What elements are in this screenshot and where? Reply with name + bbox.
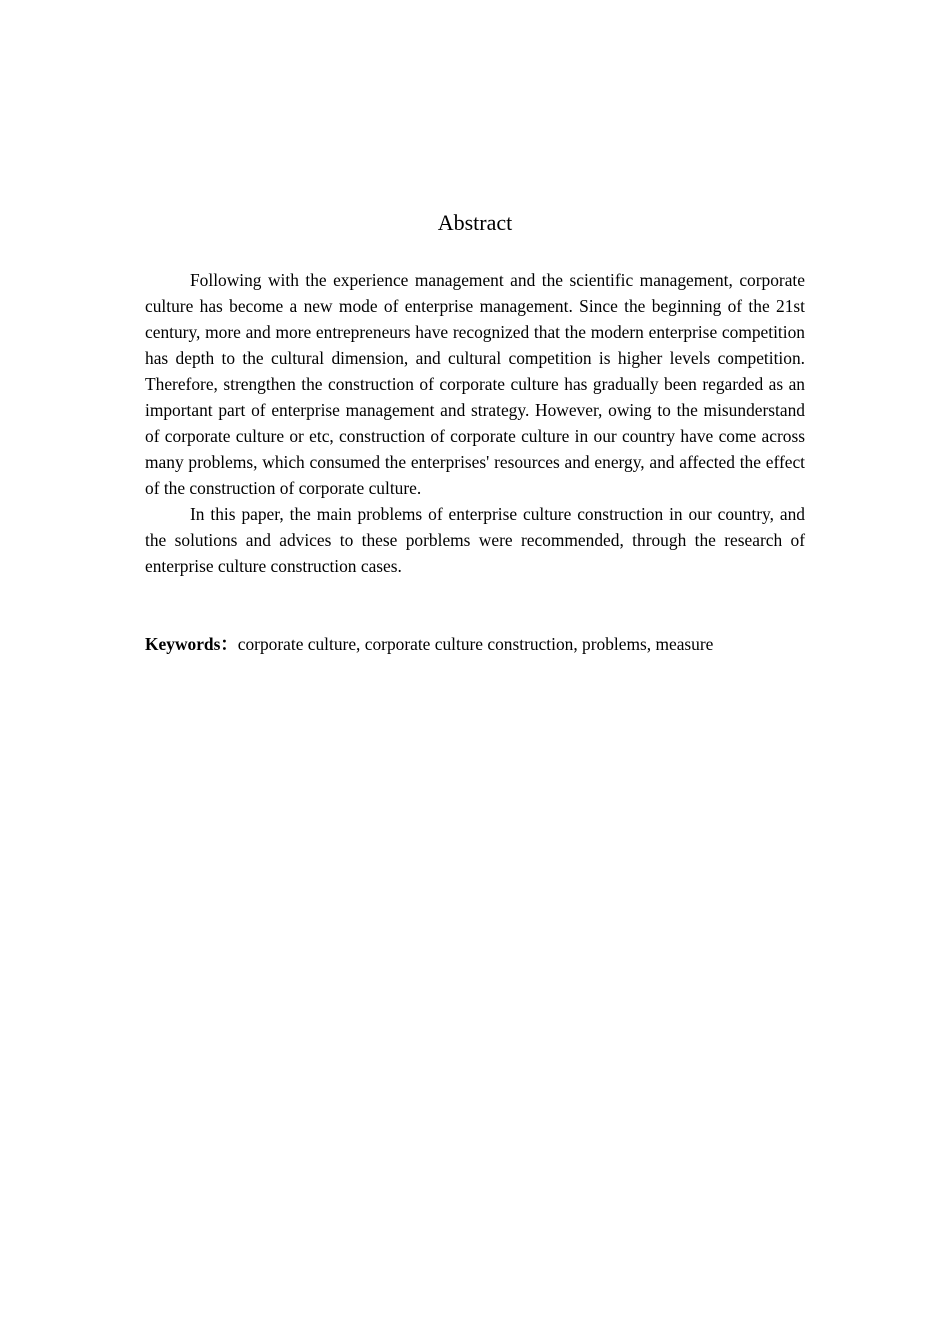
abstract-paragraph-1: Following with the experience management and the scientific management, corporate culture has become a new mode of enterprise management. Since the beginning of the 21st century, more and more entrepreneurs have recognized that the modern enterprise competition has depth to the cultural dimension, and cultural competition is higher levels competition. Therefore, strengthen the construction of corporate culture has gradually been regarded as an important part of enterprise management and strategy. However, owing to the misunderstand of corporate culture or etc, construction of corporate culture in our country have come across many problems, which consumed the enterprises' resources and energy, and affected the effect of the construction of corporate culture. (145, 270, 805, 498)
abstract-title: Abstract (437, 210, 513, 235)
keywords-line (145, 631, 845, 657)
abstract-body (145, 267, 805, 579)
keywords-text: corporate culture, corporate culture construction, problems, measure (237, 634, 714, 654)
abstract-paragraph-2: In this paper, the main problems of enterprise culture construction in our country, and the solutions and advices to these porblems were recommended, through the research of enterprise culture construction cases. (145, 504, 805, 576)
keywords-label: Keywords： (145, 634, 238, 654)
